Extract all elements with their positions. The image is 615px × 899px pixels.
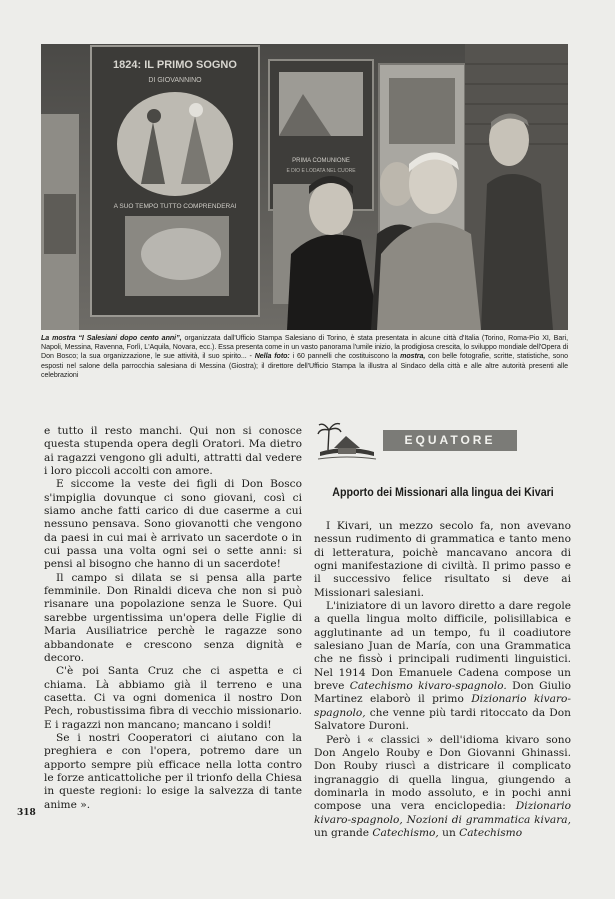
section-banner: EQUATORE xyxy=(383,430,517,451)
right-p3-catechismo: Catechismo, xyxy=(372,826,439,839)
right-p3-dizionario: Dizionario kivaro-spagnolo, Nozioni di grammatica kivara, xyxy=(314,800,571,826)
caption-text-3: con belle fotografie, scritte, statistiche, sono esposti nel salone della parrocchia salesiana di Messina (Giostra); il direttore dell'Ufficio Stampa la illustra al Sindaco della città e alle altre autorità presenti alle celebrazioni xyxy=(41,352,568,379)
article-title: Apporto dei Missionari alla lingua dei Kivari xyxy=(332,485,554,499)
right-paragraph-1: I Kivari, un mezzo secolo fa, non avevano nessun rudimento di grammatica e tanto meno di letteratura, poichè mancavano ancora di ogni manifestazione di civiltà. Il primo passo e il successivo felice risultato si deve ai Missionari salesiani. xyxy=(314,520,571,599)
right-p2-c: che venne più tardi ritoccato da Don Salvatore Duroni. xyxy=(314,706,571,733)
poster2-title: PRIMA COMUNIONE xyxy=(292,158,350,164)
right-paragraph-3 xyxy=(314,734,571,841)
right-p3-c: un xyxy=(438,826,460,839)
right-p3-a: Però i « classici » dell'idioma kivaro sono Don Angelo Rouby e Don Giovanni Ghinassi. Don Rouby riuscì a districare il complicato ingranaggio di quella lingua, giungendo a dominarla in modo assoluto, e in pochi anni compose una vera enciclopedia: xyxy=(314,733,571,813)
right-p2-dizionario: Dizionario kivaro-spagnolo, xyxy=(314,693,571,719)
left-paragraph-5: Se i nostri Cooperatori ci aiutano con la preghiera e con l'opera, potremo dare un apporto sempre più efficace nella lotta contro le forze anticattoliche per il trionfo della Chiesa in queste regioni: lo esige la salvezza di tante anime ». xyxy=(44,731,302,811)
right-p2-catechismo: Catechismo kivaro-spagnolo. xyxy=(349,680,507,693)
hut-palm-icon xyxy=(316,422,378,462)
caption-lead: La mostra “I Salesiani dopo cento anni”, xyxy=(41,334,182,342)
poster-title: 1824: IL PRIMO SOGNO xyxy=(113,59,237,71)
poster-caption: A SUO TEMPO TUTTO COMPRENDERAI xyxy=(113,203,237,210)
right-paragraph-2 xyxy=(314,600,571,733)
left-paragraph-2: E siccome la veste dei figli di Don Bosco s'impiglia dovunque ci sono giovani, così ci siamo anche fatti carico di due caserme a cui nessuno pensava. Sono giovanotti che vengono da paesi in cui mai è arrivato un sacerdote o in cui passa una volta ogni sei o sette anni: si pensi al bisogno che hanno di un sacerdote! xyxy=(44,478,302,571)
caption-photo-label: Nella foto: xyxy=(254,352,290,361)
caption-text-1: organizzata dall'Ufficio Stampa Salesiano di Torino, è stata presentata in alcune città d'Italia (Torino, Roma-Pio XI, Bari, Napoli, Messina, Ravenna, Forlì, L'Aquila, Novara, ecc.). Essa presenta come in un vasto panorama l'umile inizio, la prodigiosa crescita, lo sviluppo mondiale dell'Opera di Don Bosco; la sua organizzazione, le sue attività, il suo spirito... - xyxy=(41,334,568,361)
right-column xyxy=(314,520,571,840)
photo-caption xyxy=(41,334,568,380)
caption-mostra: mostra, xyxy=(400,352,426,361)
right-p3-catechismo-2: Catechismo xyxy=(459,826,523,839)
left-paragraph-4: C'è poi Santa Cruz che ci aspetta e ci chiama. Là abbiamo già il terreno e una casetta. Ci va ogni domenica il nostro Don Pech, robustissima fibra di vecchio missionario. E i ragazzi non mancano; mancano i soldi! xyxy=(44,665,302,731)
page-number: 318 xyxy=(17,808,36,818)
caption-text-2: i 60 pannelli che costituiscono la xyxy=(289,352,401,361)
right-p2-b: Don Giulio Martinez elaborò il primo xyxy=(314,680,571,706)
poster-subtitle: DI GIOVANNINO xyxy=(148,77,202,84)
exhibition-photo xyxy=(41,44,568,330)
left-paragraph-1: e tutto il resto manchi. Qui non si conosce questa stupenda opera degli Oratori. Ma dietro ai ragazzi vengono gli adulti, attratti dal vedere i loro piccoli accolti con amore. xyxy=(44,425,302,478)
right-p3-b: un grande xyxy=(314,826,373,839)
photo-scene xyxy=(41,44,568,330)
right-p2-a: L'iniziatore di un lavoro diretto a dare regole a quella lingua molto difficile, polisillabica e agglutinante ad un tempo, fu il coadiutore salesiano Juan de María, con una Grammatica che ne fissò i principali rudimenti linguistici. Nel 1914 Don Emanuele Cadena compose un breve xyxy=(314,600,571,693)
poster2-subtitle: E DIO E LODATA NEL CUORE xyxy=(286,168,356,174)
left-paragraph-3: Il campo si dilata se si pensa alla parte femminile. Don Rinaldi diceva che non si può risanare una popolazione senza le Suore. Qui sarebbe urgentissima un'opera delle Figlie di Maria Ausiliatrice perchè le ragazze sono abbandonate e crescono senza dignità e decoro. xyxy=(44,571,302,664)
left-column xyxy=(44,425,302,812)
